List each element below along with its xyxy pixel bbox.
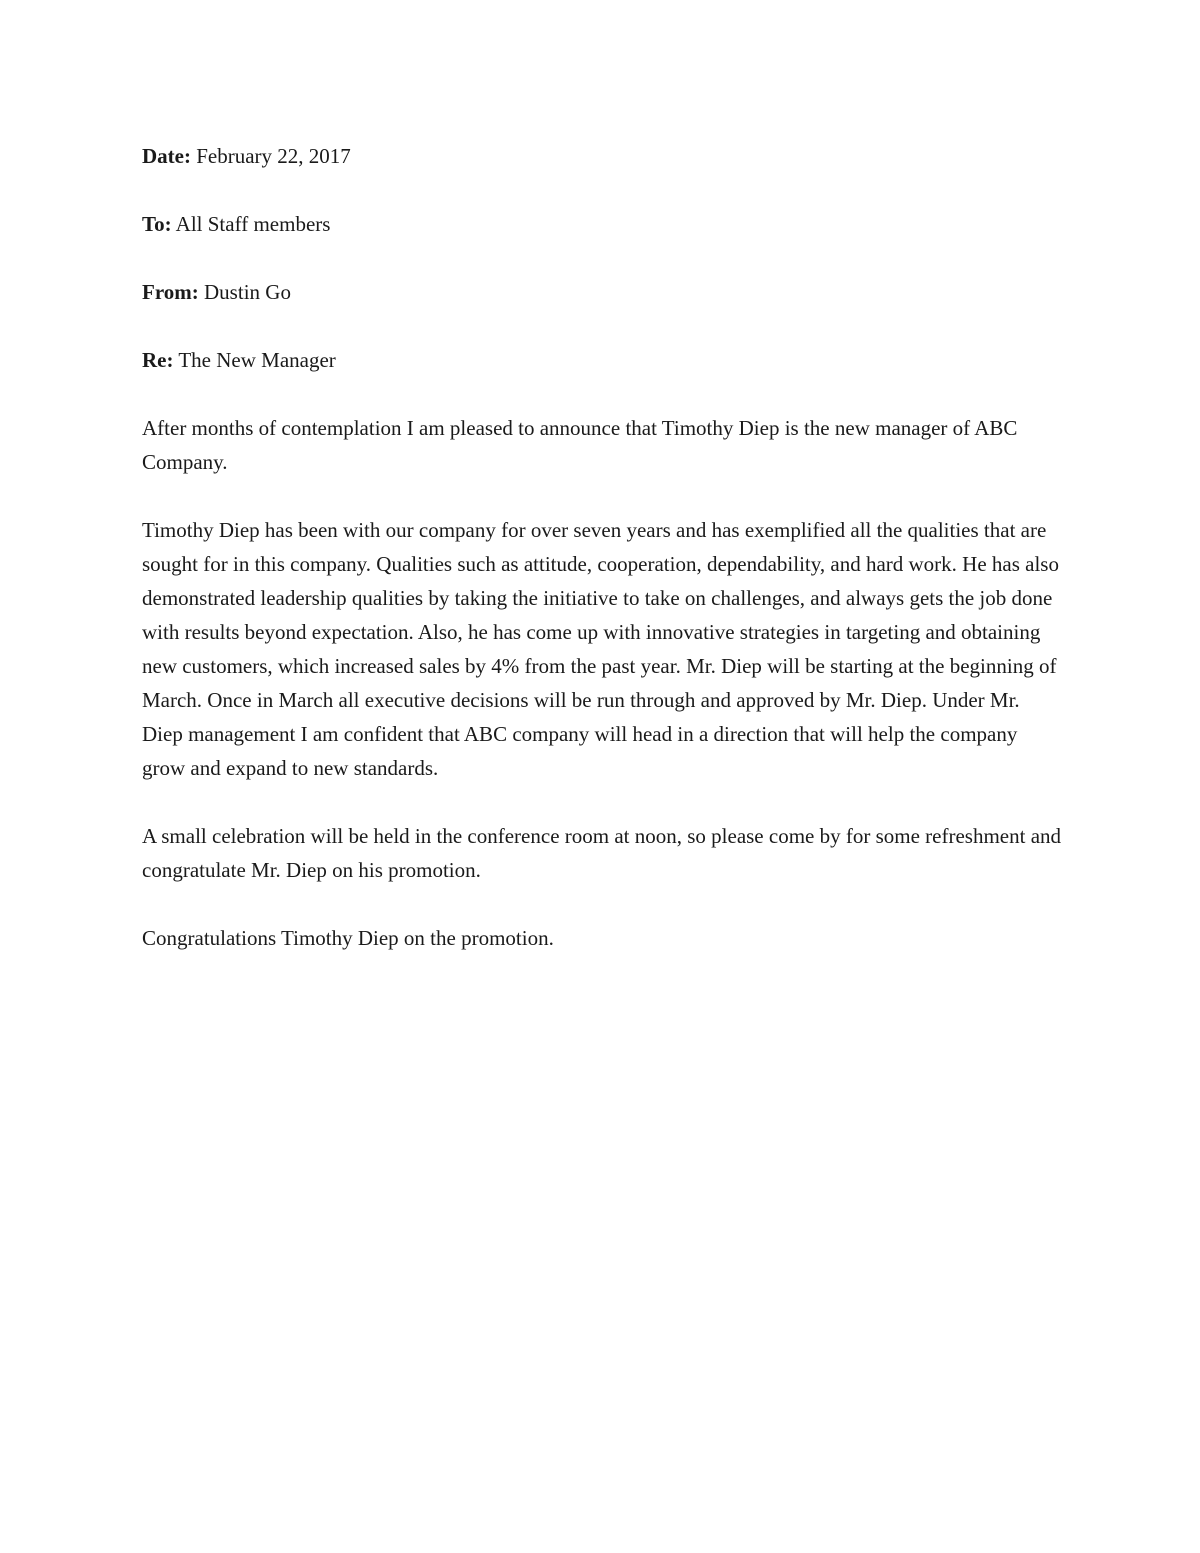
memo-to-value: All Staff members <box>175 212 331 236</box>
memo-date-label: Date: <box>142 144 191 168</box>
memo-from-line <box>142 275 1062 309</box>
memo-re-label: Re: <box>142 348 174 372</box>
body-paragraph-congratulations: Congratulations Timothy Diep on the promotion. <box>142 926 554 950</box>
memo-content <box>142 139 1062 989</box>
body-paragraph-celebration: A small celebration will be held in the conference room at noon, so please come by for some refreshment and congratulate Mr. Diep on his promotion. <box>142 824 1062 882</box>
memo-to-label: To: <box>142 212 172 236</box>
memo-from-label: From: <box>142 280 199 304</box>
memo-from-value: Dustin Go <box>204 280 291 304</box>
body-paragraph-qualifications: Timothy Diep has been with our company for over seven years and has exemplified all the qualities that are sought for in this company. Qualities such as attitude, cooperation, dependability, and hard work. He has also demonstrated leadership qualities by taking the initiative to take on challenges, and always gets the job done with results beyond expectation. Also, he has come up with innovative strategies in targeting and obtaining new customers, which increased sales by 4% from the past year. Mr. Diep will be starting at the beginning of March. Once in March all executive decisions will be run through and approved by Mr. Diep. Under Mr. Diep management I am confident that ABC company will head in a direction that will help the company grow and expand to new standards. <box>142 518 1059 780</box>
memo-date-line <box>142 139 1062 173</box>
memo-date-value: February 22, 2017 <box>196 144 351 168</box>
memo-re-line <box>142 343 1062 377</box>
memo-to-line <box>142 207 1062 241</box>
memo-re-value: The New Manager <box>178 348 336 372</box>
body-paragraph-announcement: After months of contemplation I am pleased to announce that Timothy Diep is the new manager of ABC Company. <box>142 416 1018 474</box>
